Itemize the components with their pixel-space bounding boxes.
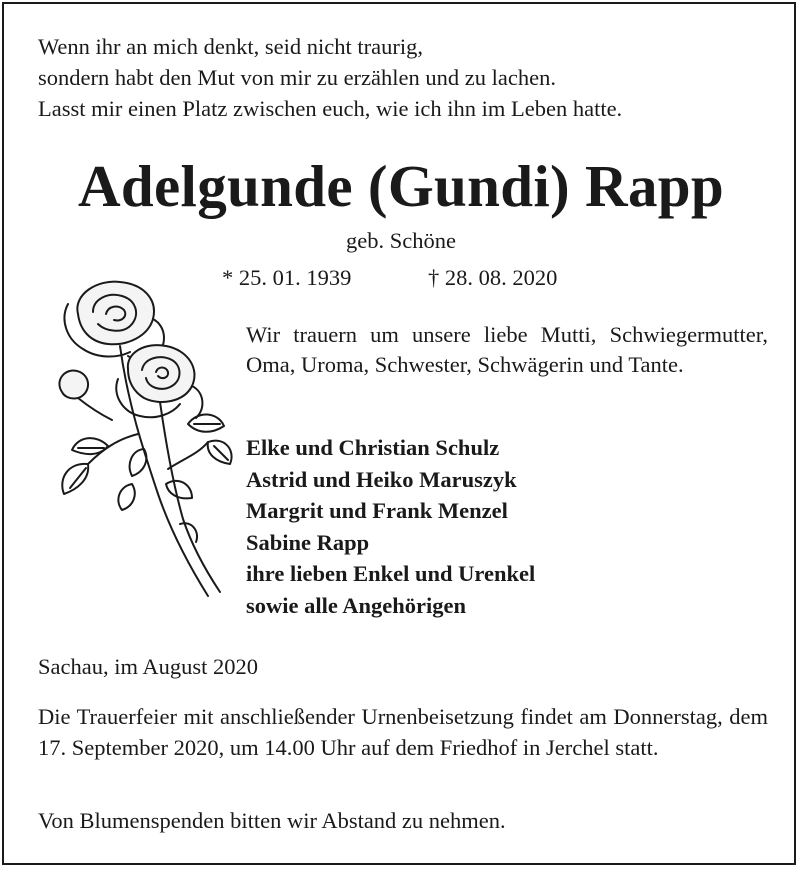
- family-member: ihre lieben Enkel und Urenkel: [246, 561, 536, 587]
- poem-line: Lasst mir einen Platz zwischen euch, wie ich ihn im Leben hatte.: [38, 96, 623, 121]
- family-list: [246, 432, 535, 622]
- family-member: Elke und Christian Schulz: [246, 435, 500, 460]
- family-member: sowie alle Angehörigen: [246, 592, 466, 618]
- birth-date: * 25. 01. 1939: [222, 265, 352, 290]
- deceased-name: Adelgunde (Gundi) Rapp: [78, 153, 724, 219]
- obituary-notice: [2, 2, 796, 865]
- family-member: Sabine Rapp: [246, 529, 370, 555]
- poem-line: Wenn ihr an mich denkt, seid nicht traurig,: [38, 34, 423, 59]
- family-member: Margrit und Frank Menzel: [246, 498, 508, 524]
- place-date: Sachau, im August 2020: [38, 654, 258, 679]
- maiden-name: geb. Schöne: [346, 228, 456, 253]
- flowers-note: Von Blumenspenden bitten wir Abstand zu nehmen.: [38, 808, 506, 833]
- death-date: † 28. 08. 2020: [428, 265, 558, 290]
- mourning-text: Wir trauern um unsere liebe Mutti, Schwiegermutter, Oma, Uroma, Schwester, Schwägerin und Tante.: [246, 322, 768, 377]
- poem: [38, 31, 622, 124]
- roses-icon: [48, 274, 238, 614]
- poem-line: sondern habt den Mut von mir zu erzählen und zu lachen.: [38, 65, 556, 90]
- family-member: Astrid und Heiko Maruszyk: [246, 466, 517, 492]
- funeral-notice: Die Trauerfeier mit anschließender Urnenbeisetzung findet am Donnerstag, dem 17. September 2020, um 14.00 Uhr auf dem Friedhof in Jerchel statt.: [38, 704, 768, 760]
